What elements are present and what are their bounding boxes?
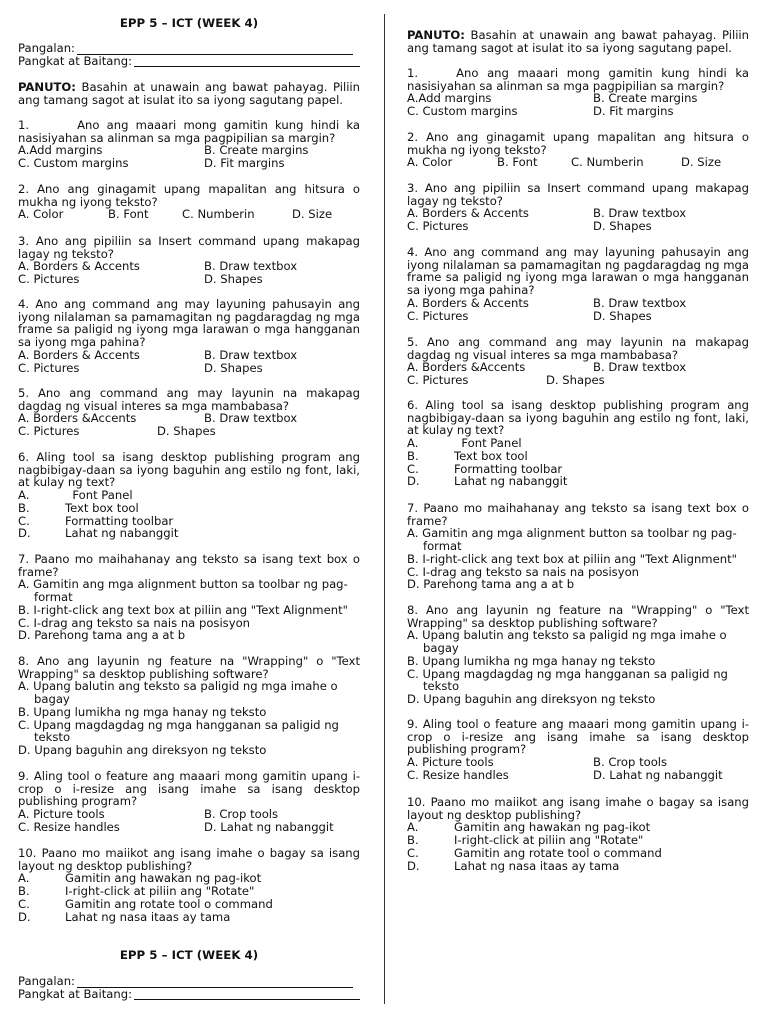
choice-b: B. Draw textbox (593, 206, 687, 221)
choice-c: C. Numberin (571, 155, 644, 170)
choice-d: D. Shapes (546, 373, 605, 388)
question-2-right (407, 131, 749, 169)
choices (407, 756, 749, 781)
choice-b: B. I-right-click ang text box at piliin ang "Text Alignment" (18, 602, 348, 617)
question-number: 10. (18, 846, 37, 860)
choice-d: D. Size (681, 155, 722, 170)
choice-d: D. Shapes (593, 308, 652, 323)
choice-d: D. Shapes (157, 424, 216, 439)
choice-a: A. Borders &Accents (18, 411, 137, 426)
group-field-2[interactable] (18, 988, 360, 1001)
group-blank[interactable] (134, 989, 360, 1000)
worksheet-title-2: EPP 5 – ICT (WEEK 4) (119, 948, 259, 962)
instructions-label: PANUTO: (18, 80, 76, 94)
question-3 (18, 235, 360, 286)
question-number: 3. (407, 181, 419, 195)
choice-d: D. Lahat ng nabanggit (407, 474, 568, 489)
question-9-right (407, 718, 749, 782)
question-1-right (407, 67, 749, 118)
choice-b: B. Upang lumikha ng mga hanay ng teksto (18, 704, 267, 719)
question-number: 4. (407, 245, 419, 259)
name-field-2[interactable] (18, 975, 360, 988)
choice-d: D. Shapes (204, 360, 263, 375)
choice-a: A. Gamitin ang hawakan ng pag-ikot (407, 820, 651, 835)
choice-c: C. Formatting toolbar (407, 461, 563, 476)
choice-d: D. Upang baguhin ang direksyon ng teksto (407, 691, 656, 706)
choice-a: A.Add margins (18, 143, 103, 158)
choice-d: D. Parehong tama ang a at b (18, 628, 186, 643)
question-6-right (407, 399, 749, 488)
question-text: Aling tool o feature ang maaari mong gamitin upang i-crop o i-resize ang isang imahe sa isang desktop publishing program? (407, 717, 750, 757)
choice-a: A. Gamitin ang hawakan ng pag-ikot (18, 871, 262, 886)
question-number: 10. (407, 795, 426, 809)
choice-b: B. Create margins (593, 91, 698, 106)
question-number: 1. (18, 118, 30, 132)
choice-d: D. Lahat ng nabanggit (204, 819, 334, 834)
instructions-right (407, 29, 749, 54)
choices-row-2 (18, 425, 360, 438)
instructions-label: PANUTO: (407, 28, 465, 42)
question-8 (18, 655, 360, 757)
group-label: Pangkat at Baitang: (18, 986, 133, 1001)
question-10-right (407, 796, 749, 872)
choice-b: B. Draw textbox (204, 411, 298, 426)
choice-a: A. Borders & Accents (407, 295, 529, 310)
choice-c: C. Pictures (407, 308, 469, 323)
choice-a: A. Borders &Accents (407, 360, 526, 375)
instructions-text: Basahin at unawain ang bawat pahayag. Piliin ang tamang sagot at isulat ito sa iyong sagutang papel. (407, 28, 749, 55)
question-text: Ano ang ginagamit upang mapalitan ang hitsura o mukha ng iyong teksto? (407, 130, 750, 157)
question-7-right (407, 502, 749, 591)
question-text: Ano ang ginagamit upang mapalitan ang hitsura o mukha ng iyong teksto? (18, 182, 361, 209)
question-number: 7. (18, 552, 30, 566)
choice-b: B. Draw textbox (204, 259, 298, 274)
question-7 (18, 553, 360, 642)
question-text: Ano ang maaari mong gamitin kung hindi ka nasisiyahan sa alinman sa mga pagpipilian sa margin? (18, 118, 360, 145)
choice-c: C. Formatting toolbar (18, 513, 174, 528)
choice-c: C. Pictures (407, 219, 469, 234)
question-number: 6. (18, 450, 30, 464)
question-number: 7. (407, 501, 419, 515)
choice-b: B. I-right-click ang text box at piliin ang "Text Alignment" (407, 551, 737, 566)
name-label: Pangalan: (18, 974, 75, 988)
choices (407, 207, 749, 232)
choice-b: B. Create margins (204, 143, 309, 158)
choice-b: B. I-right-click at piliin ang "Rotate" (407, 833, 644, 848)
choice-d: D. Size (292, 207, 333, 222)
instructions-text: Basahin at unawain ang bawat pahayag. Piliin ang tamang sagot at isulat ito sa iyong sagutang papel. (18, 80, 360, 107)
choice-b: B. I-right-click at piliin ang "Rotate" (18, 884, 255, 899)
question-1 (18, 119, 360, 170)
choice-c: C. Resize handles (407, 767, 509, 782)
question-number: 8. (407, 603, 419, 617)
choice-c: C. Gamitin ang rotate tool o command (18, 896, 273, 911)
choices (18, 208, 360, 221)
choice-c: C. Pictures (407, 373, 469, 388)
question-text: Ano ang command ang may layunin na makapag dagdag ng visual interes sa mga mambabasa? (18, 386, 360, 413)
question-text: Ano ang maaari mong gamitin kung hindi ka nasisiyahan sa alinman sa mga pagpipilian sa margin? (407, 66, 749, 93)
choice-b: B. Crop tools (204, 807, 279, 822)
choices (407, 156, 749, 169)
choices (18, 144, 360, 169)
choice-d: D. Lahat ng nasa itaas ay tama (18, 909, 231, 924)
choice-b: B. Draw textbox (593, 360, 687, 375)
choice-b: B. Crop tools (593, 755, 668, 770)
choice-b: B. Draw textbox (204, 347, 298, 362)
question-number: 5. (407, 335, 419, 349)
choice-d: D. Fit margins (593, 104, 674, 119)
choice-d: D. Parehong tama ang a at b (407, 577, 575, 592)
group-field[interactable] (18, 55, 360, 68)
choice-c: C. Pictures (18, 360, 80, 375)
question-text: Ano ang command ang may layunin na makapag dagdag ng visual interes sa mga mambabasa? (407, 335, 749, 362)
choice-a: A. Borders & Accents (18, 259, 140, 274)
choice-c: C. I-drag ang teksto sa nais na posisyon (18, 615, 251, 630)
choice-b: B. Text box tool (18, 500, 139, 515)
question-number: 9. (18, 769, 30, 783)
choice-d: D. Lahat ng nabanggit (18, 526, 179, 541)
choice-a: A. Picture tools (18, 807, 105, 822)
choice-a: A. Font Panel (18, 488, 133, 503)
choice-c: C. Custom margins (407, 104, 518, 119)
question-5-right (407, 336, 749, 387)
choice-a: A. Gamitin ang mga alignment button sa toolbar ng pag-format (407, 526, 737, 554)
choice-d: D. Upang baguhin ang direksyon ng teksto (18, 742, 267, 757)
question-text: Aling tool o feature ang maaari mong gamitin upang i-crop o i-resize ang isang imahe sa isang desktop publishing program? (18, 769, 361, 809)
question-number: 2. (407, 130, 419, 144)
question-number: 8. (18, 654, 30, 668)
choice-c: C. Custom margins (18, 156, 129, 171)
choices (407, 92, 749, 117)
choice-a: A. Color (18, 207, 64, 222)
choice-a: A. Borders & Accents (407, 206, 529, 221)
choice-b: B. Font (497, 155, 538, 170)
choice-a: A. Gamitin ang mga alignment button sa toolbar ng pag-format (18, 577, 348, 605)
question-text: Ano ang command ang may layuning pahusayin ang iyong nilalaman sa pamamagitan ng pagdaragdag ng mga frame sa paligid ng iyong mga larawan o mga hangganan sa iyong mga pahina? (407, 245, 750, 298)
instructions (18, 81, 360, 106)
choice-c: C. Gamitin ang rotate tool o command (407, 845, 662, 860)
choices (18, 260, 360, 285)
question-number: 2. (18, 182, 30, 196)
question-text: Aling tool sa isang desktop publishing program ang nagbibigay-daan sa iyong baguhin ang estilo ng font, laki, at kulay ng text? (407, 398, 750, 438)
choice-d: D. Fit margins (204, 156, 285, 171)
question-number: 9. (407, 717, 419, 731)
question-number: 4. (18, 297, 30, 311)
group-label: Pangkat at Baitang: (18, 53, 133, 68)
question-text: Ano ang command ang may layuning pahusayin ang iyong nilalaman sa pamamagitan ng pagdaragdag ng mga frame sa paligid ng iyong mga larawan o mga hangganan sa iyong mga pahina? (18, 297, 361, 350)
choices (18, 808, 360, 833)
question-10 (18, 847, 360, 923)
choice-c: C. Numberin (182, 207, 255, 222)
worksheet-title: EPP 5 – ICT (WEEK 4) (119, 16, 259, 30)
question-text: Aling tool sa isang desktop publishing program ang nagbibigay-daan sa iyong baguhin ang estilo ng font, laki, at kulay ng text? (18, 450, 361, 490)
question-text: Ano ang layunin ng feature na "Wrapping" o "Text Wrapping" sa desktop publishing software? (18, 654, 360, 681)
choice-a: A. Upang balutin ang teksto sa paligid ng mga imahe o bagay (18, 679, 338, 707)
name-field[interactable] (18, 42, 360, 55)
choice-b: B. Draw textbox (593, 295, 687, 310)
question-text: Paano mo maiikot ang isang imahe o bagay sa isang layout ng desktop publishing? (18, 846, 361, 873)
question-6 (18, 451, 360, 540)
choice-a: A.Add margins (407, 91, 492, 106)
choices (18, 349, 360, 374)
question-2 (18, 183, 360, 221)
choice-b: B. Font (108, 207, 149, 222)
question-text: Ano ang pipiliin sa Insert command upang makapag lagay ng teksto? (18, 234, 360, 261)
question-5 (18, 387, 360, 438)
choice-a: A. Font Panel (407, 436, 522, 451)
choices-row-2 (407, 374, 749, 387)
choice-c: C. I-drag ang teksto sa nais na posisyon (407, 564, 640, 579)
choice-a: A. Borders & Accents (18, 347, 140, 362)
choice-a: A. Upang balutin ang teksto sa paligid ng mga imahe o bagay (407, 628, 727, 656)
group-blank[interactable] (134, 56, 360, 67)
question-9 (18, 770, 360, 834)
choice-d: D. Lahat ng nabanggit (593, 767, 723, 782)
choice-d: D. Shapes (204, 272, 263, 287)
choice-c: C. Upang magdagdag ng mga hangganan sa paligid ng teksto (18, 717, 339, 745)
question-number: 1. (407, 66, 419, 80)
choice-a: A. Picture tools (407, 755, 494, 770)
question-text: Paano mo maihahanay ang teksto sa isang text box o frame? (407, 501, 749, 528)
question-8-right (407, 604, 749, 706)
choice-d: D. Lahat ng nasa itaas ay tama (407, 858, 620, 873)
question-text: Paano mo maiikot ang isang imahe o bagay sa isang layout ng desktop publishing? (407, 795, 750, 822)
question-number: 6. (407, 398, 419, 412)
choice-b: B. Upang lumikha ng mga hanay ng teksto (407, 653, 656, 668)
choice-d: D. Shapes (593, 219, 652, 234)
choice-c: C. Pictures (18, 272, 80, 287)
column-divider (384, 14, 385, 1004)
choices (407, 297, 749, 322)
name-label: Pangalan: (18, 41, 75, 55)
choice-c: C. Upang magdagdag ng mga hangganan sa paligid ng teksto (407, 666, 728, 694)
question-number: 5. (18, 386, 30, 400)
question-text: Ano ang pipiliin sa Insert command upang makapag lagay ng teksto? (407, 181, 749, 208)
choice-a: A. Color (407, 155, 453, 170)
question-3-right (407, 182, 749, 233)
question-text: Paano mo maihahanay ang teksto sa isang text box o frame? (18, 552, 360, 579)
question-4-right (407, 246, 749, 322)
choice-b: B. Text box tool (407, 448, 528, 463)
question-4 (18, 298, 360, 374)
question-text: Ano ang layunin ng feature na "Wrapping" o "Text Wrapping" sa desktop publishing software? (407, 603, 749, 630)
choice-c: C. Resize handles (18, 819, 120, 834)
question-number: 3. (18, 234, 30, 248)
choice-c: C. Pictures (18, 424, 80, 439)
